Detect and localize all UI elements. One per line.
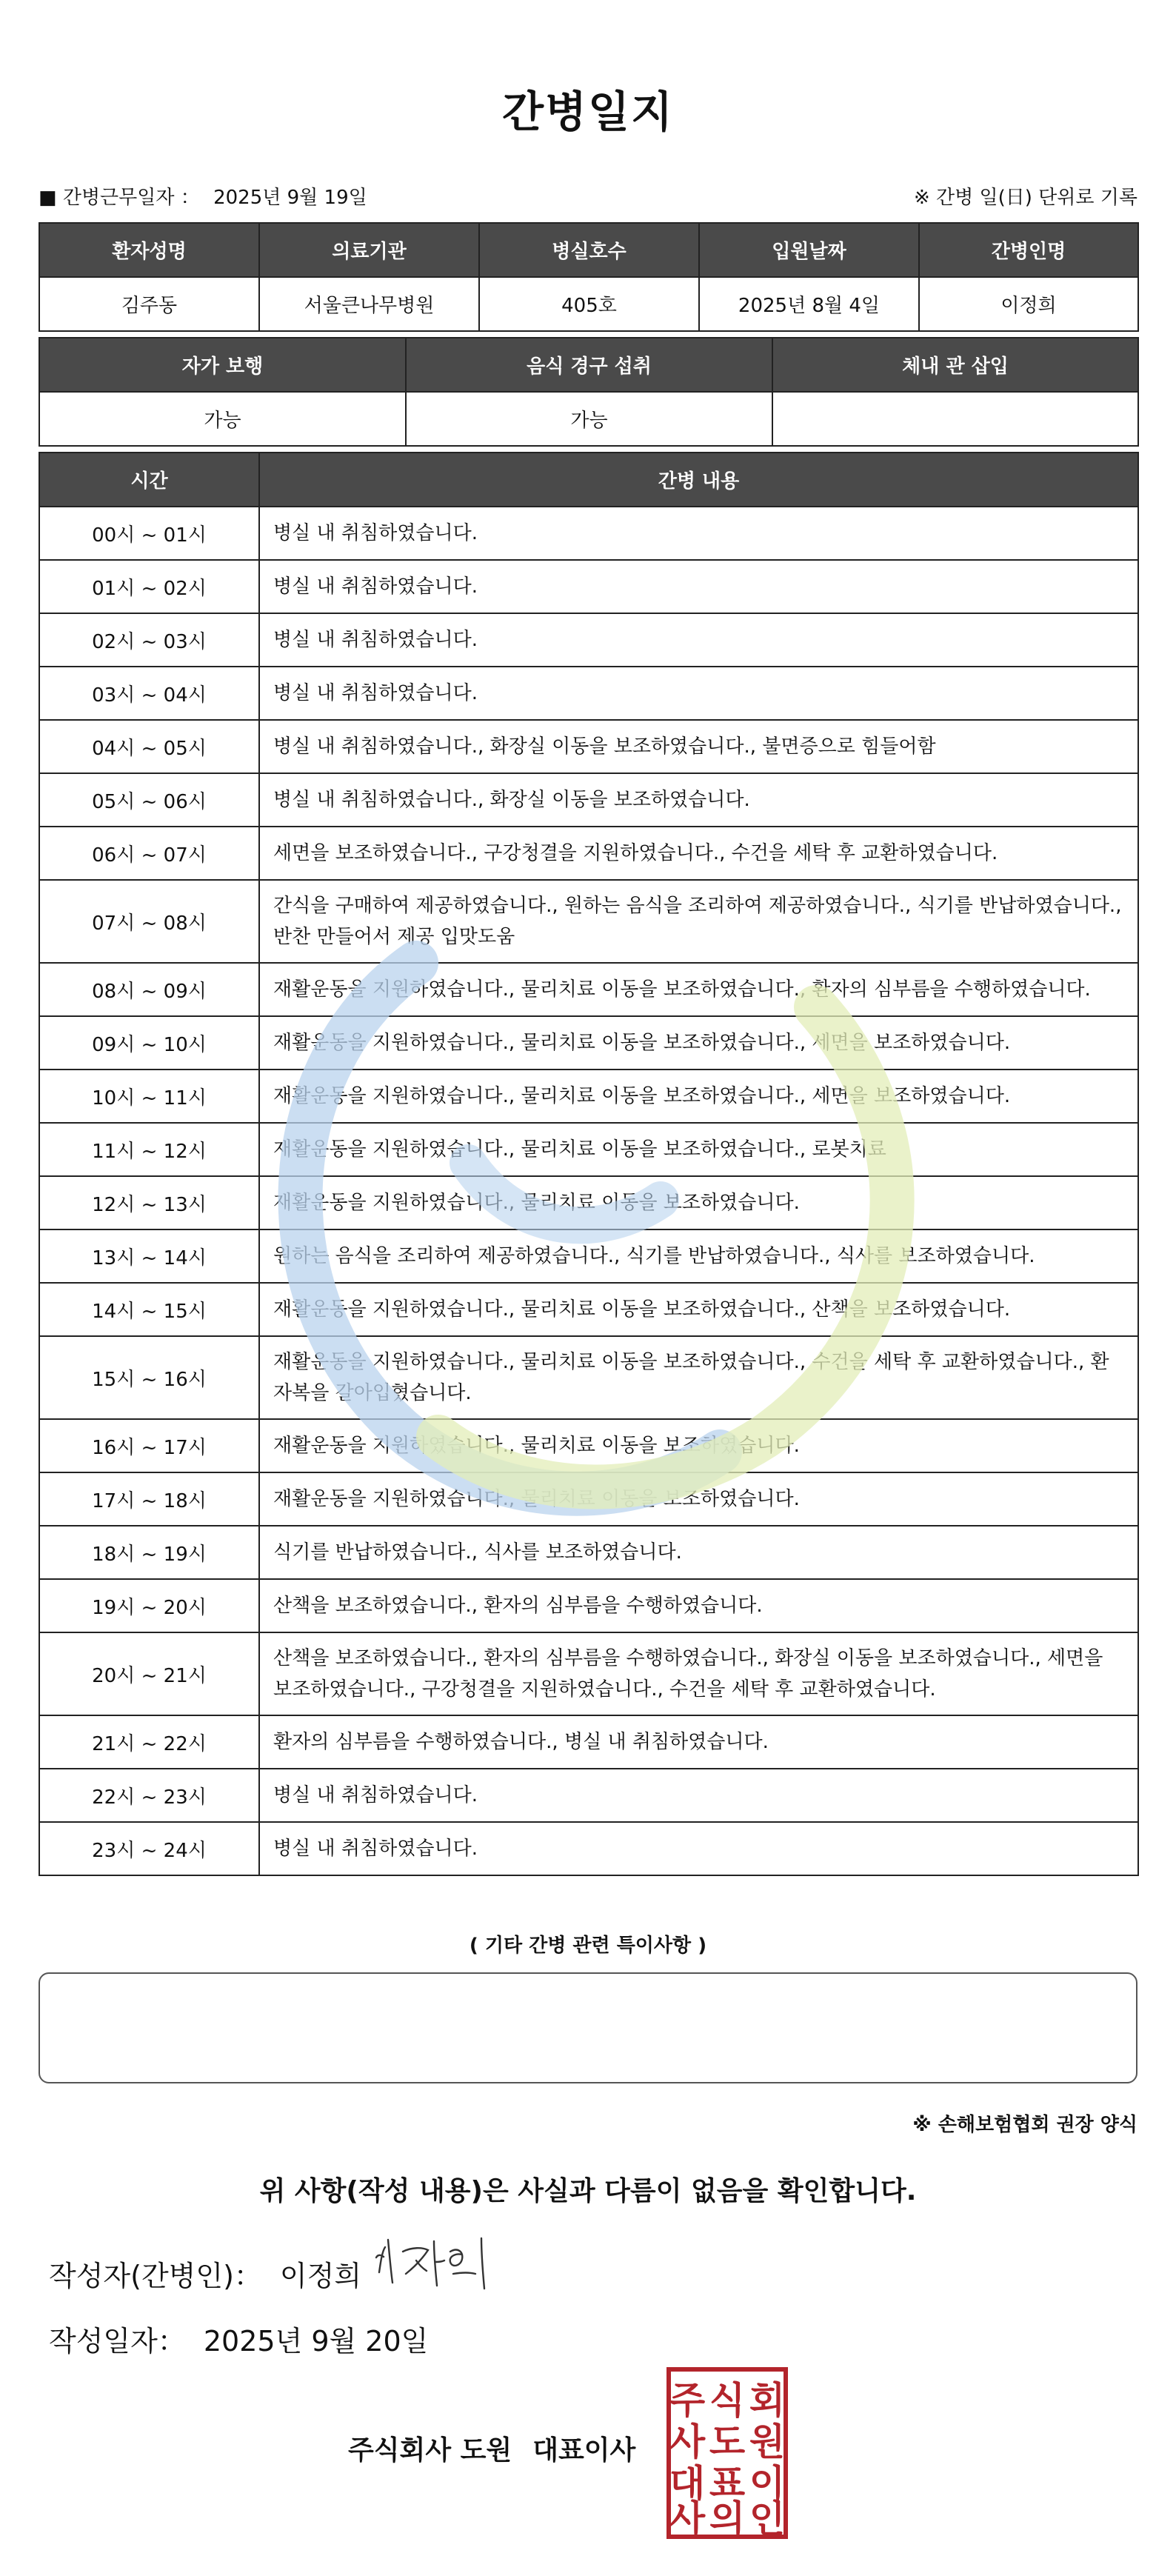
- notes-box[interactable]: [39, 1972, 1137, 2083]
- log-content: 환자의 심부름을 수행하였습니다., 병실 내 취침하였습니다.: [259, 1715, 1138, 1769]
- log-row: [39, 1229, 1138, 1283]
- log-row: [39, 1016, 1138, 1070]
- log-content: 재활운동을 지원하였습니다., 물리치료 이동을 보조하였습니다.: [259, 1176, 1138, 1229]
- log-row: [39, 667, 1138, 720]
- log-time: 00시 ~ 01시: [39, 507, 259, 560]
- work-date-value: 2025년 9월 19일: [213, 187, 367, 209]
- company-seal-image: [666, 2367, 788, 2539]
- log-row: [39, 613, 1138, 667]
- svg-text:사: 사: [669, 2497, 706, 2539]
- log-row: [39, 1632, 1138, 1715]
- log-row: [39, 1526, 1138, 1579]
- log-content: 재활운동을 지원하였습니다., 물리치료 이동을 보조하였습니다.: [259, 1419, 1138, 1472]
- content-header: 간병 내용: [259, 453, 1138, 507]
- log-body: [39, 507, 1138, 1875]
- log-time: 20시 ~ 21시: [39, 1632, 259, 1715]
- writer-label: 작성자(간병인)：: [49, 2260, 262, 2292]
- write-date-value: 2025년 9월 20일: [203, 2325, 429, 2358]
- log-time: 21시 ~ 22시: [39, 1715, 259, 1769]
- writer-name: 이정희: [279, 2260, 362, 2292]
- hourly-log-table: [39, 452, 1139, 1876]
- log-row: [39, 1123, 1138, 1176]
- admission-date-value: 2025년 8월 4일: [699, 277, 919, 331]
- log-time: 15시 ~ 16시: [39, 1336, 259, 1419]
- log-row: [39, 1419, 1138, 1472]
- log-content: 재활운동을 지원하였습니다., 물리치료 이동을 보조하였습니다., 로봇치료: [259, 1123, 1138, 1176]
- log-content: 병실 내 취침하였습니다., 화장실 이동을 보조하였습니다., 불면증으로 힘들어함: [259, 720, 1138, 773]
- log-content: 재활운동을 지원하였습니다., 물리치료 이동을 보조하였습니다., 세면을 보조하였습니다.: [259, 1070, 1138, 1123]
- log-content: 병실 내 취침하였습니다.: [259, 507, 1138, 560]
- log-content: 재활운동을 지원하였습니다., 물리치료 이동을 보조하였습니다.: [259, 1472, 1138, 1526]
- caregiver-name-header: 간병인명: [919, 223, 1138, 277]
- room-value: 405호: [479, 277, 699, 331]
- log-content: 병실 내 취침하였습니다.: [259, 613, 1138, 667]
- svg-text:회: 회: [749, 2379, 786, 2422]
- log-time: 22시 ~ 23시: [39, 1769, 259, 1822]
- log-row: [39, 963, 1138, 1016]
- company-name: 주식회사 도원: [348, 2435, 512, 2466]
- svg-text:주: 주: [669, 2379, 706, 2422]
- log-time: 03시 ~ 04시: [39, 667, 259, 720]
- caregiver-name-value: 이정희: [919, 277, 1138, 331]
- signature-image: [370, 2229, 496, 2296]
- log-row: [39, 1336, 1138, 1419]
- log-content: 산책을 보조하였습니다., 환자의 심부름을 수행하였습니다., 화장실 이동을 보조하였습니다., 세면을 보조하였습니다., 구강청결을 지원하였습니다., 수건을 세탁 후 교환하였습니다.: [259, 1632, 1138, 1715]
- log-row: [39, 1579, 1138, 1632]
- log-time: 18시 ~ 19시: [39, 1526, 259, 1579]
- ceo-title: 대표이사: [532, 2435, 636, 2466]
- log-time: 12시 ~ 13시: [39, 1176, 259, 1229]
- recommend-note: ※ 손해보험협회 권장 양식: [912, 2114, 1137, 2136]
- svg-text:사: 사: [669, 2420, 706, 2463]
- patient-info-table: [39, 222, 1139, 332]
- log-content: 식기를 반납하였습니다., 식사를 보조하였습니다.: [259, 1526, 1138, 1579]
- log-row: [39, 1283, 1138, 1336]
- svg-text:인: 인: [749, 2497, 786, 2539]
- log-time: 05시 ~ 06시: [39, 773, 259, 827]
- oral-intake-value: 가능: [406, 392, 772, 446]
- log-time: 02시 ~ 03시: [39, 613, 259, 667]
- log-content: 원하는 음식을 조리하여 제공하였습니다., 식기를 반납하였습니다., 식사를 보조하였습니다.: [259, 1229, 1138, 1283]
- log-content: 병실 내 취침하였습니다.: [259, 1769, 1138, 1822]
- room-header: 병실호수: [479, 223, 699, 277]
- work-date-label: ■ 간병근무일자 ：: [39, 187, 200, 209]
- meta-row: [39, 182, 1137, 212]
- write-date-line: [49, 2318, 428, 2359]
- log-row: [39, 827, 1138, 880]
- log-row: [39, 1769, 1138, 1822]
- log-row: [39, 880, 1138, 963]
- log-time: 10시 ~ 11시: [39, 1070, 259, 1123]
- log-content: 병실 내 취침하였습니다.: [259, 560, 1138, 613]
- log-content: 재활운동을 지원하였습니다., 물리치료 이동을 보조하였습니다., 세면을 보조하였습니다.: [259, 1016, 1138, 1070]
- svg-text:의: 의: [709, 2497, 746, 2539]
- hospital-header: 의료기관: [259, 223, 479, 277]
- log-time: 08시 ~ 09시: [39, 963, 259, 1016]
- tube-insertion-value: [772, 392, 1138, 446]
- admission-date-header: 입원날짜: [699, 223, 919, 277]
- confirmation-statement: 위 사항(작성 내용)은 사실과 다름이 없음을 확인합니다.: [259, 2176, 917, 2206]
- walking-header: 자가 보행: [39, 338, 406, 392]
- log-row: [39, 1822, 1138, 1875]
- document-title: 간병일지: [501, 87, 675, 137]
- svg-text:이: 이: [749, 2462, 786, 2505]
- company-line: [348, 2429, 635, 2467]
- patient-name-value: 김주동: [39, 277, 259, 331]
- log-content: 재활운동을 지원하였습니다., 물리치료 이동을 보조하였습니다., 수건을 세탁 후 교환하였습니다., 환자복을 갈아입혔습니다.: [259, 1336, 1138, 1419]
- log-time: 09시 ~ 10시: [39, 1016, 259, 1070]
- patient-name-header: 환자성명: [39, 223, 259, 277]
- log-content: 병실 내 취침하였습니다.: [259, 1822, 1138, 1875]
- svg-text:식: 식: [709, 2379, 746, 2422]
- write-date-label: 작성일자：: [49, 2325, 186, 2358]
- notes-title: ( 기타 간병 관련 특이사항 ): [469, 1935, 707, 1957]
- log-content: 세면을 보조하였습니다., 구강청결을 지원하였습니다., 수건을 세탁 후 교환하였습니다.: [259, 827, 1138, 880]
- log-time: 16시 ~ 17시: [39, 1419, 259, 1472]
- svg-text:표: 표: [709, 2462, 746, 2505]
- log-content: 재활운동을 지원하였습니다., 물리치료 이동을 보조하였습니다., 환자의 심부름을 수행하였습니다.: [259, 963, 1138, 1016]
- log-time: 23시 ~ 24시: [39, 1822, 259, 1875]
- svg-text:도: 도: [709, 2420, 746, 2463]
- unit-note: ※ 간병 일(日) 단위로 기록: [913, 187, 1137, 209]
- svg-text:대: 대: [669, 2462, 706, 2505]
- log-time: 04시 ~ 05시: [39, 720, 259, 773]
- log-row: [39, 1070, 1138, 1123]
- log-time: 06시 ~ 07시: [39, 827, 259, 880]
- log-time: 19시 ~ 20시: [39, 1579, 259, 1632]
- walking-value: 가능: [39, 392, 406, 446]
- log-content: 병실 내 취침하였습니다.: [259, 667, 1138, 720]
- log-time: 07시 ~ 08시: [39, 880, 259, 963]
- work-date: [39, 182, 367, 210]
- oral-intake-header: 음식 경구 섭취: [406, 338, 772, 392]
- log-row: [39, 1176, 1138, 1229]
- log-time: 01시 ~ 02시: [39, 560, 259, 613]
- log-time: 11시 ~ 12시: [39, 1123, 259, 1176]
- tube-insertion-header: 체내 관 삽입: [772, 338, 1138, 392]
- log-content: 병실 내 취침하였습니다., 화장실 이동을 보조하였습니다.: [259, 773, 1138, 827]
- log-time: 14시 ~ 15시: [39, 1283, 259, 1336]
- log-row: [39, 507, 1138, 560]
- log-row: [39, 1715, 1138, 1769]
- log-row: [39, 720, 1138, 773]
- hospital-value: 서울큰나무병원: [259, 277, 479, 331]
- log-row: [39, 1472, 1138, 1526]
- log-row: [39, 560, 1138, 613]
- log-time: 17시 ~ 18시: [39, 1472, 259, 1526]
- log-time: 13시 ~ 14시: [39, 1229, 259, 1283]
- time-header: 시간: [39, 453, 259, 507]
- writer-line: [49, 2253, 361, 2294]
- svg-text:원: 원: [749, 2420, 786, 2463]
- log-content: 간식을 구매하여 제공하였습니다., 원하는 음식을 조리하여 제공하였습니다., 식기를 반납하였습니다., 반찬 만들어서 제공 입맛도움: [259, 880, 1138, 963]
- ability-table: [39, 337, 1139, 447]
- log-row: [39, 773, 1138, 827]
- log-content: 산책을 보조하였습니다., 환자의 심부름을 수행하였습니다.: [259, 1579, 1138, 1632]
- log-content: 재활운동을 지원하였습니다., 물리치료 이동을 보조하였습니다., 산책을 보조하였습니다.: [259, 1283, 1138, 1336]
